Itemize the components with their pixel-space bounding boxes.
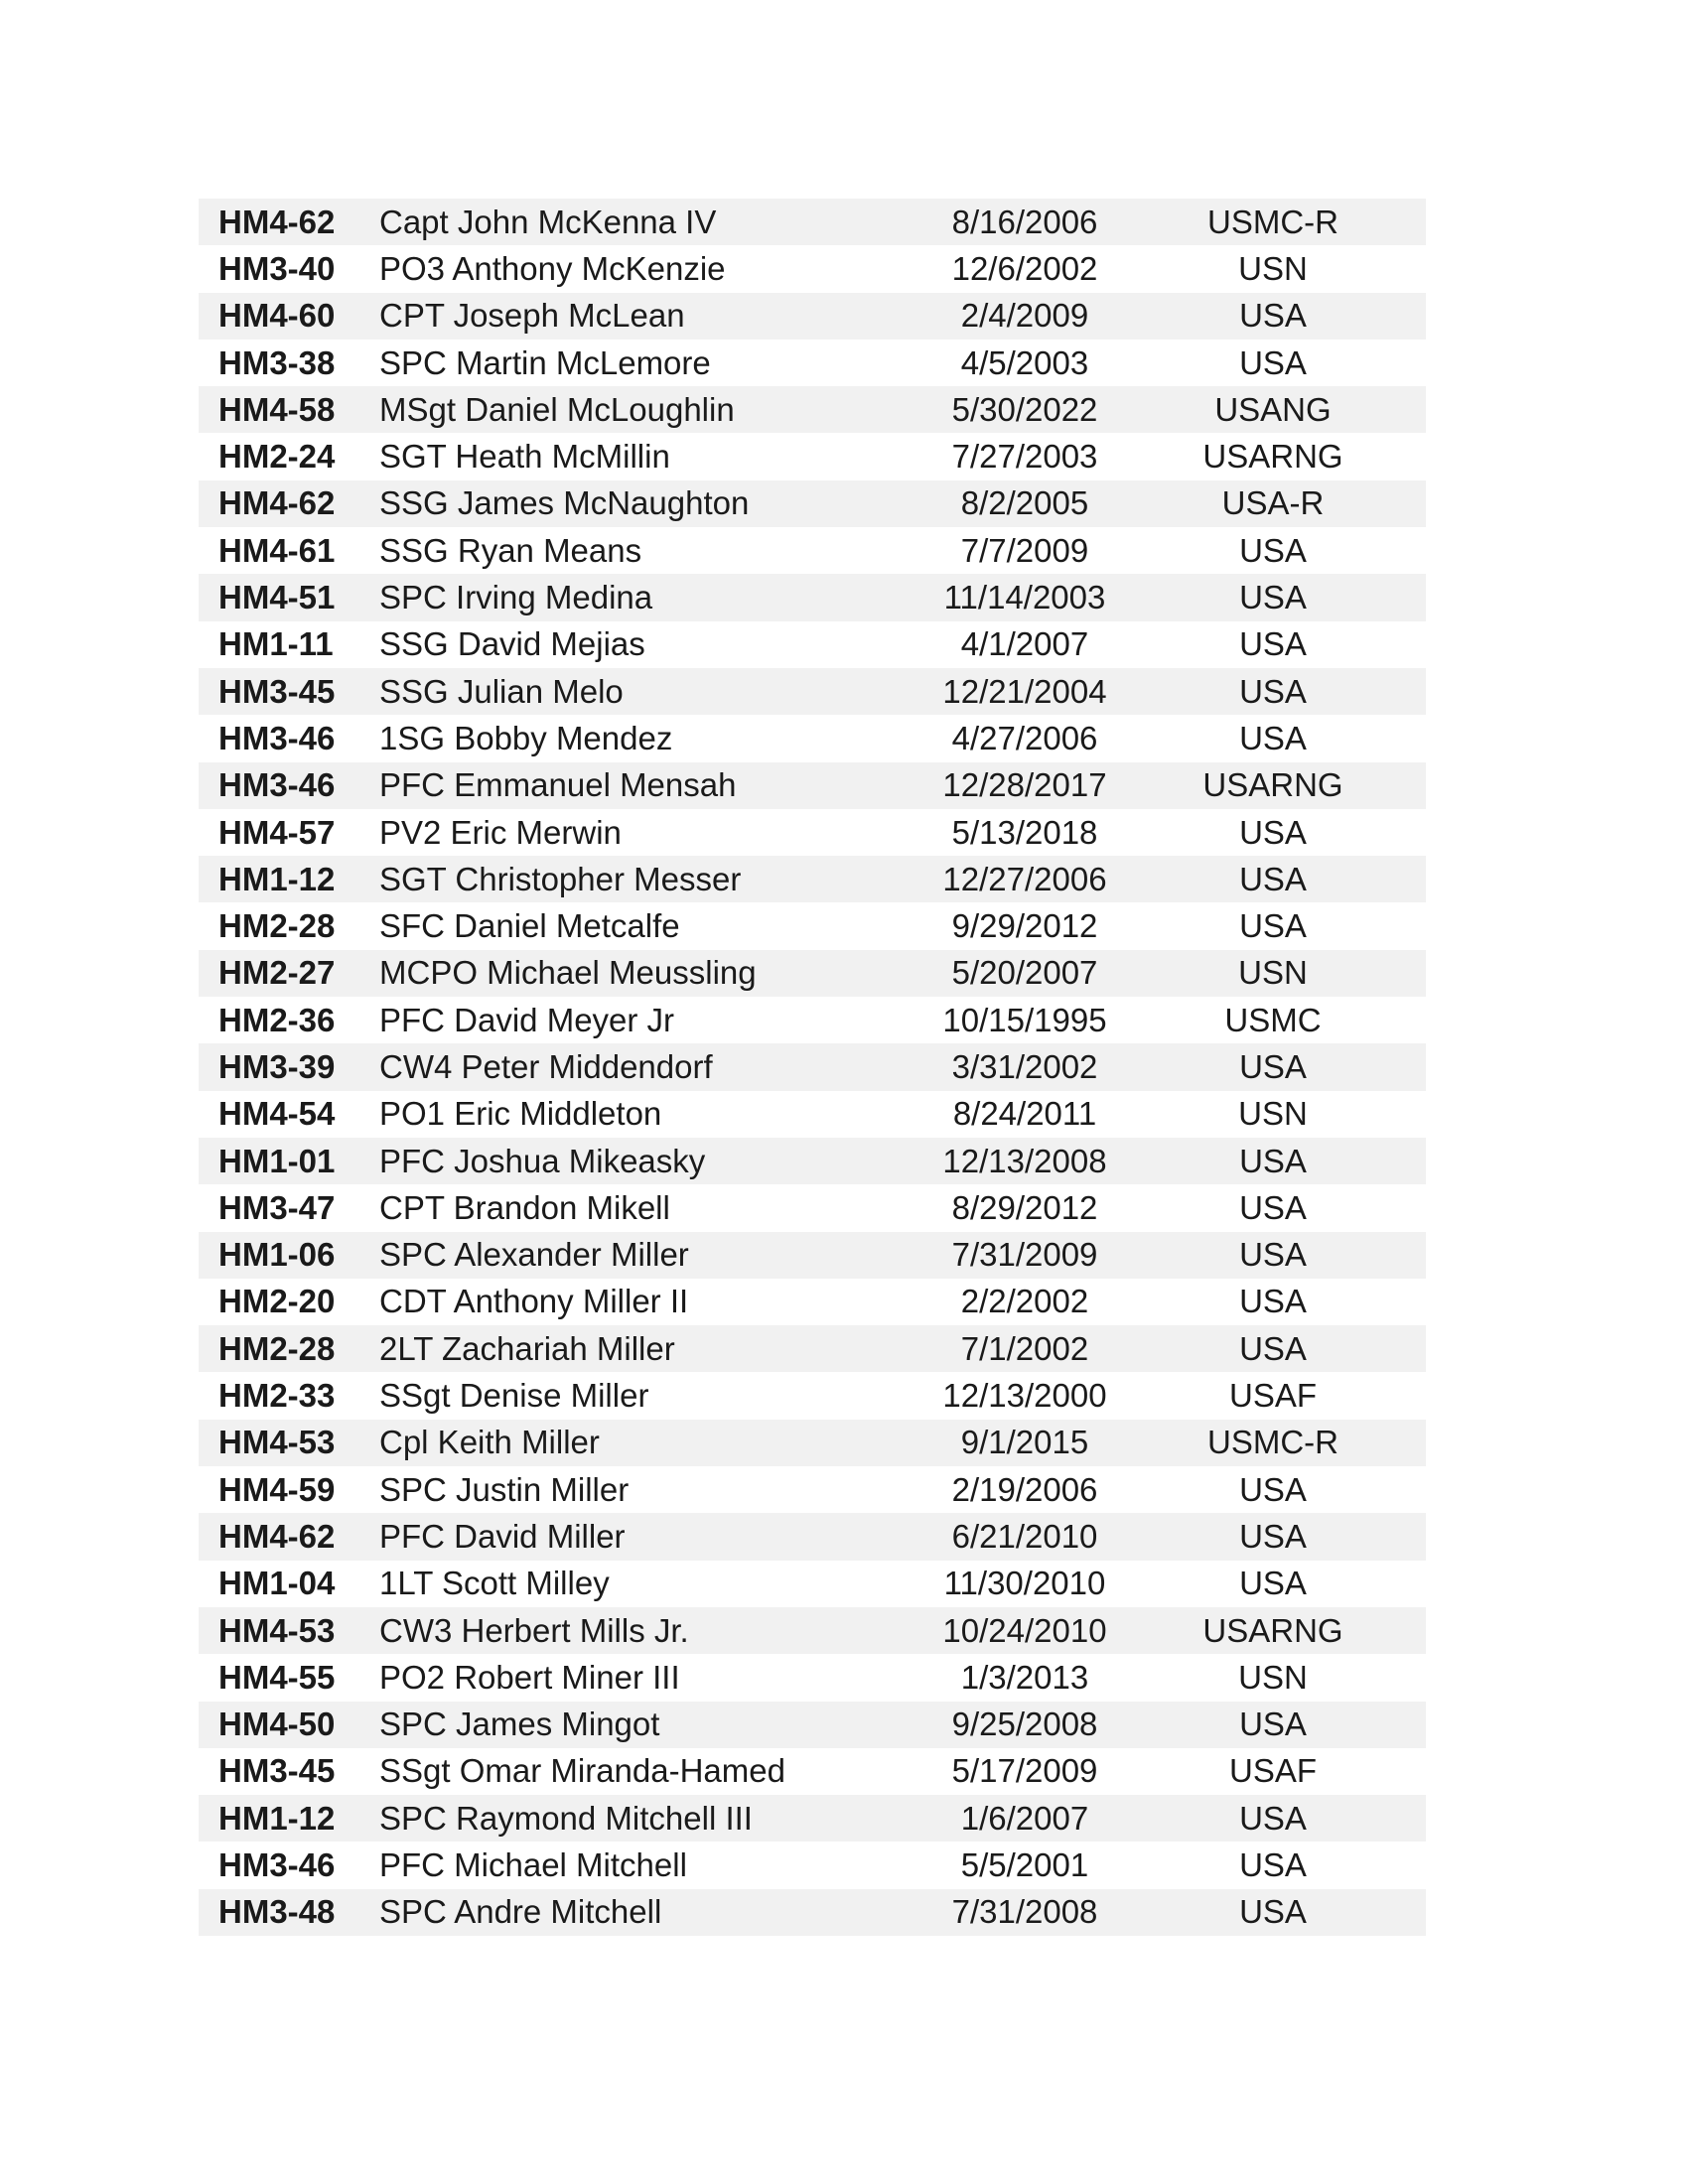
panel-code: HM2-27 [218, 954, 336, 992]
date-of-death: 8/29/2012 [951, 1188, 1098, 1226]
date-of-death: 7/31/2009 [951, 1236, 1098, 1274]
date-of-death: 1/6/2007 [960, 1799, 1089, 1837]
service-branch: USA-R [1221, 484, 1325, 522]
panel-code: HM4-54 [218, 1095, 336, 1133]
panel-code: HM4-55 [218, 1658, 336, 1696]
table-row [199, 1607, 1426, 1654]
table-row [199, 715, 1426, 761]
table-row [199, 1184, 1426, 1231]
service-branch: USA [1239, 1283, 1307, 1320]
date-of-death: 5/17/2009 [951, 1752, 1098, 1790]
date-of-death: 8/2/2005 [960, 484, 1089, 522]
date-of-death: 1/3/2013 [960, 1658, 1089, 1696]
service-branch: USMC-R [1207, 1424, 1338, 1461]
service-member-name: CPT Brandon Mikell [379, 1188, 670, 1226]
service-member-name: Cpl Keith Miller [379, 1424, 600, 1461]
service-branch: USA [1239, 1846, 1307, 1884]
table-row [199, 1325, 1426, 1372]
service-member-name: SFC Daniel Metcalfe [379, 907, 680, 945]
date-of-death: 9/25/2008 [951, 1706, 1098, 1743]
panel-code: HM1-01 [218, 1142, 336, 1179]
date-of-death: 8/24/2011 [952, 1095, 1097, 1133]
service-member-name: SGT Christopher Messer [379, 860, 742, 897]
date-of-death: 4/27/2006 [951, 719, 1098, 756]
service-branch: USANG [1214, 390, 1332, 428]
date-of-death: 12/28/2017 [942, 766, 1107, 804]
date-of-death: 6/21/2010 [951, 1517, 1098, 1555]
panel-code: HM4-53 [218, 1611, 336, 1649]
panel-code: HM4-60 [218, 297, 336, 335]
date-of-death: 12/13/2000 [942, 1377, 1107, 1415]
date-of-death: 12/21/2004 [942, 672, 1107, 710]
date-of-death: 7/7/2009 [960, 531, 1089, 569]
table-row [199, 1513, 1426, 1560]
date-of-death: 12/6/2002 [951, 249, 1098, 287]
service-branch: USA [1239, 907, 1307, 945]
date-of-death: 8/16/2006 [951, 203, 1098, 240]
table-row [199, 1420, 1426, 1466]
service-member-name: CW3 Herbert Mills Jr. [379, 1611, 689, 1649]
date-of-death: 4/5/2003 [960, 343, 1089, 381]
service-branch: USA [1239, 343, 1307, 381]
table-row [199, 340, 1426, 386]
table-row [199, 1043, 1426, 1090]
panel-code: HM3-45 [218, 672, 336, 710]
panel-code: HM3-46 [218, 766, 336, 804]
service-member-name: MCPO Michael Meussling [379, 954, 757, 992]
service-branch: USA [1239, 813, 1307, 851]
service-member-name: MSgt Daniel McLoughlin [379, 390, 735, 428]
service-branch: USMC [1224, 1001, 1322, 1038]
date-of-death: 10/15/1995 [942, 1001, 1107, 1038]
panel-code: HM3-38 [218, 343, 336, 381]
panel-code: HM1-04 [218, 1565, 336, 1602]
date-of-death: 5/30/2022 [951, 390, 1098, 428]
table-row [199, 762, 1426, 809]
panel-code: HM4-53 [218, 1424, 336, 1461]
panel-code: HM4-51 [218, 579, 336, 616]
panel-code: HM4-61 [218, 531, 336, 569]
service-member-name: PFC Joshua Mikeasky [379, 1142, 706, 1179]
service-branch: USA [1239, 1047, 1307, 1085]
service-member-name: PFC David Meyer Jr [379, 1001, 675, 1038]
panel-code: HM3-39 [218, 1047, 336, 1085]
service-branch: USA [1239, 1188, 1307, 1226]
panel-code: HM1-06 [218, 1236, 336, 1274]
service-branch: USA [1239, 1706, 1307, 1743]
roster-table [199, 199, 1426, 1936]
panel-code: HM3-46 [218, 719, 336, 756]
service-member-name: PO1 Eric Middleton [379, 1095, 662, 1133]
panel-code: HM2-28 [218, 907, 336, 945]
service-member-name: PFC Emmanuel Mensah [379, 766, 737, 804]
service-branch: USAF [1228, 1752, 1317, 1790]
service-member-name: PO2 Robert Miner III [379, 1658, 680, 1696]
table-row [199, 668, 1426, 715]
service-branch: USA [1239, 860, 1307, 897]
date-of-death: 7/31/2008 [951, 1893, 1098, 1931]
service-member-name: SSG Ryan Means [379, 531, 642, 569]
service-branch: USARNG [1202, 1611, 1343, 1649]
date-of-death: 7/27/2003 [951, 438, 1098, 476]
service-member-name: SSG James McNaughton [379, 484, 750, 522]
panel-code: HM2-33 [218, 1377, 336, 1415]
panel-code: HM2-20 [218, 1283, 336, 1320]
table-row [199, 480, 1426, 527]
service-member-name: SGT Heath McMillin [379, 438, 670, 476]
table-row [199, 199, 1426, 245]
service-member-name: SSgt Omar Miranda-Hamed [379, 1752, 785, 1790]
service-member-name: SSG David Mejias [379, 625, 645, 663]
date-of-death: 10/24/2010 [942, 1611, 1107, 1649]
service-member-name: 2LT Zachariah Miller [379, 1329, 675, 1367]
service-member-name: PFC David Miller [379, 1517, 626, 1555]
panel-code: HM4-57 [218, 813, 336, 851]
table-row [199, 527, 1426, 574]
panel-code: HM2-24 [218, 438, 336, 476]
table-row [199, 621, 1426, 668]
service-branch: USARNG [1202, 438, 1343, 476]
service-branch: USAF [1228, 1377, 1317, 1415]
date-of-death: 2/2/2002 [960, 1283, 1089, 1320]
table-row [199, 1279, 1426, 1325]
date-of-death: 5/20/2007 [951, 954, 1098, 992]
table-row [199, 809, 1426, 856]
table-row [199, 1654, 1426, 1701]
service-branch: USA [1239, 1329, 1307, 1367]
table-row [199, 1466, 1426, 1513]
date-of-death: 7/1/2002 [960, 1329, 1089, 1367]
table-row [199, 997, 1426, 1043]
date-of-death: 5/5/2001 [960, 1846, 1089, 1884]
date-of-death: 5/13/2018 [951, 813, 1098, 851]
table-row [199, 1232, 1426, 1279]
table-row [199, 433, 1426, 479]
service-member-name: Capt John McKenna IV [379, 203, 717, 240]
panel-code: HM4-58 [218, 390, 336, 428]
table-row [199, 902, 1426, 949]
table-row [199, 293, 1426, 340]
service-branch: USMC-R [1207, 203, 1338, 240]
table-row [199, 1748, 1426, 1795]
panel-code: HM1-12 [218, 1799, 336, 1837]
table-row [199, 1842, 1426, 1888]
service-branch: USA [1239, 1142, 1307, 1179]
service-branch: USN [1238, 1658, 1308, 1696]
panel-code: HM2-36 [218, 1001, 336, 1038]
service-branch: USA [1239, 672, 1307, 710]
date-of-death: 2/19/2006 [951, 1470, 1098, 1508]
service-member-name: SSG Julian Melo [379, 672, 624, 710]
service-branch: USA [1239, 579, 1307, 616]
service-member-name: SPC Andre Mitchell [379, 1893, 662, 1931]
table-row [199, 950, 1426, 997]
service-member-name: PFC Michael Mitchell [379, 1846, 687, 1884]
panel-code: HM3-46 [218, 1846, 336, 1884]
panel-code: HM2-28 [218, 1329, 336, 1367]
service-branch: USARNG [1202, 766, 1343, 804]
service-branch: USA [1239, 1236, 1307, 1274]
panel-code: HM1-11 [218, 625, 334, 663]
date-of-death: 9/1/2015 [960, 1424, 1089, 1461]
date-of-death: 3/31/2002 [951, 1047, 1098, 1085]
table-row [199, 245, 1426, 292]
service-member-name: 1LT Scott Milley [379, 1565, 610, 1602]
date-of-death: 2/4/2009 [960, 297, 1089, 335]
service-member-name: SSgt Denise Miller [379, 1377, 649, 1415]
panel-code: HM3-48 [218, 1893, 336, 1931]
service-member-name: CDT Anthony Miller II [379, 1283, 689, 1320]
date-of-death: 11/14/2003 [943, 579, 1106, 616]
service-branch: USA [1239, 1517, 1307, 1555]
panel-code: HM4-50 [218, 1706, 336, 1743]
date-of-death: 11/30/2010 [943, 1565, 1106, 1602]
table-row [199, 1091, 1426, 1138]
panel-code: HM3-47 [218, 1188, 336, 1226]
service-member-name: SPC Raymond Mitchell III [379, 1799, 753, 1837]
date-of-death: 9/29/2012 [951, 907, 1098, 945]
service-branch: USA [1239, 1565, 1307, 1602]
panel-code: HM1-12 [218, 860, 336, 897]
panel-code: HM4-62 [218, 484, 336, 522]
service-member-name: SPC Martin McLemore [379, 343, 711, 381]
table-row [199, 856, 1426, 902]
panel-code: HM3-45 [218, 1752, 336, 1790]
service-member-name: CW4 Peter Middendorf [379, 1047, 713, 1085]
table-row [199, 1795, 1426, 1842]
service-branch: USA [1239, 1799, 1307, 1837]
service-member-name: SPC Alexander Miller [379, 1236, 689, 1274]
table-row [199, 574, 1426, 620]
service-branch: USA [1239, 297, 1307, 335]
service-member-name: SPC Irving Medina [379, 579, 653, 616]
panel-code: HM3-40 [218, 249, 336, 287]
service-branch: USA [1239, 625, 1307, 663]
table-row [199, 386, 1426, 433]
date-of-death: 12/13/2008 [942, 1142, 1107, 1179]
service-branch: USN [1238, 1095, 1308, 1133]
table-row [199, 1702, 1426, 1748]
table-row [199, 1138, 1426, 1184]
service-branch: USA [1239, 1470, 1307, 1508]
date-of-death: 12/27/2006 [942, 860, 1107, 897]
table-row [199, 1889, 1426, 1936]
service-branch: USN [1238, 954, 1308, 992]
table-row [199, 1561, 1426, 1607]
service-branch: USA [1239, 531, 1307, 569]
service-branch: USA [1239, 1893, 1307, 1931]
panel-code: HM4-62 [218, 203, 336, 240]
service-member-name: PV2 Eric Merwin [379, 813, 622, 851]
service-branch: USN [1238, 249, 1308, 287]
service-member-name: 1SG Bobby Mendez [379, 719, 673, 756]
date-of-death: 4/1/2007 [960, 625, 1089, 663]
panel-code: HM4-62 [218, 1517, 336, 1555]
service-branch: USA [1239, 719, 1307, 756]
panel-code: HM4-59 [218, 1470, 336, 1508]
table-row [199, 1372, 1426, 1419]
service-member-name: PO3 Anthony McKenzie [379, 249, 726, 287]
service-member-name: SPC Justin Miller [379, 1470, 630, 1508]
service-member-name: SPC James Mingot [379, 1706, 660, 1743]
service-member-name: CPT Joseph McLean [379, 297, 685, 335]
